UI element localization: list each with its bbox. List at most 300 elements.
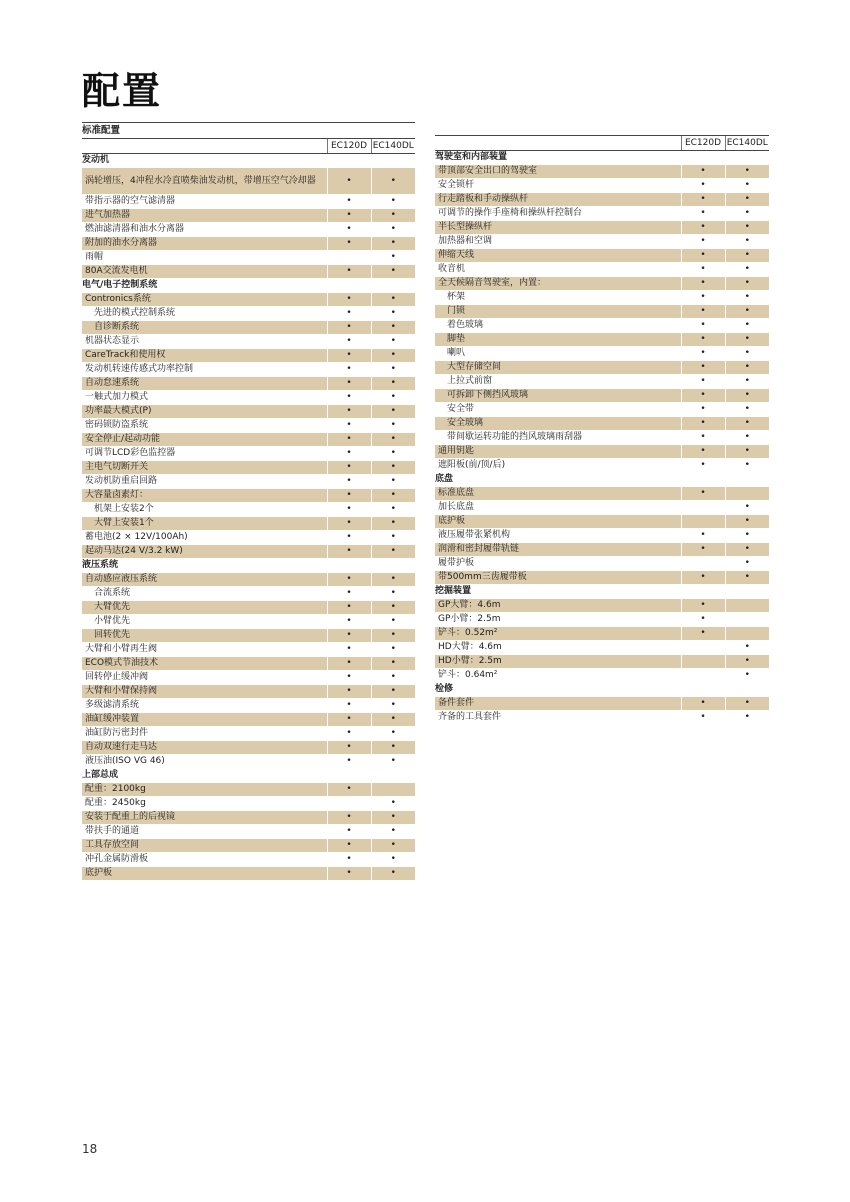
ec140dl-mark: •	[371, 587, 415, 601]
feature-label: 可调节LCD彩色监控器	[82, 447, 327, 461]
ec140dl-mark: •	[371, 657, 415, 671]
table-row	[435, 431, 769, 445]
ec140dl-mark: •	[371, 195, 415, 209]
feature-label: 门锁	[435, 305, 681, 319]
table-row	[82, 601, 415, 615]
ec140dl-mark: •	[725, 277, 769, 291]
section-title: 底盘	[435, 473, 769, 487]
model-header-row	[435, 136, 769, 151]
feature-label: 附加的油水分离器	[82, 237, 327, 251]
ec140dl-mark	[725, 627, 769, 641]
model-header-ec120d: EC120D	[327, 139, 371, 154]
table-row	[435, 641, 769, 655]
ec120d-mark: •	[327, 489, 371, 503]
ec140dl-mark: •	[725, 711, 769, 725]
ec120d-mark: •	[681, 459, 725, 473]
table-row	[82, 741, 415, 755]
ec140dl-mark: •	[725, 319, 769, 333]
section-title: 发动机	[82, 154, 415, 168]
ec140dl-mark: •	[725, 249, 769, 263]
table-row	[82, 168, 415, 195]
ec140dl-mark: •	[371, 349, 415, 363]
ec120d-mark: •	[327, 727, 371, 741]
ec140dl-mark: •	[371, 531, 415, 545]
ec120d-mark: •	[327, 461, 371, 475]
ec140dl-mark: •	[371, 447, 415, 461]
table-row	[82, 265, 415, 279]
ec120d-mark: •	[327, 503, 371, 517]
section-title: 挖掘装置	[435, 585, 769, 599]
ec140dl-mark: •	[371, 251, 415, 265]
ec140dl-mark: •	[371, 671, 415, 685]
table-row	[82, 237, 415, 251]
ec120d-mark: •	[327, 545, 371, 559]
ec140dl-mark: •	[725, 655, 769, 669]
ec120d-mark: •	[681, 431, 725, 445]
ec140dl-mark: •	[371, 545, 415, 559]
ec120d-mark: •	[327, 825, 371, 839]
table-row	[82, 335, 415, 349]
ec140dl-mark: •	[725, 235, 769, 249]
ec140dl-mark	[725, 613, 769, 627]
ec120d-mark: •	[327, 587, 371, 601]
ec140dl-mark: •	[371, 237, 415, 251]
ec140dl-mark: •	[371, 489, 415, 503]
section-title: 检修	[435, 683, 769, 697]
table-row	[82, 293, 415, 307]
feature-label: Contronics系统	[82, 293, 327, 307]
ec120d-mark: •	[681, 277, 725, 291]
ec140dl-mark	[725, 487, 769, 501]
ec140dl-mark	[725, 599, 769, 613]
ec140dl-mark: •	[371, 811, 415, 825]
feature-label: 工具存放空间	[82, 839, 327, 853]
table-row	[82, 195, 415, 209]
feature-label: 自诊断系统	[82, 321, 327, 335]
ec120d-mark: •	[327, 741, 371, 755]
table-row	[82, 307, 415, 321]
feature-label: 液压油(ISO VG 46)	[82, 755, 327, 769]
section-header-row	[435, 683, 769, 697]
table-row	[82, 853, 415, 867]
feature-label: 带扶手的通道	[82, 825, 327, 839]
feature-label: 燃油滤清器和油水分离器	[82, 223, 327, 237]
ec140dl-mark: •	[725, 165, 769, 179]
ec120d-mark: •	[327, 209, 371, 223]
table-row	[435, 389, 769, 403]
ec120d-mark: •	[681, 417, 725, 431]
ec140dl-mark: •	[725, 431, 769, 445]
ec120d-mark: •	[327, 265, 371, 279]
ec140dl-mark: •	[725, 263, 769, 277]
header-blank	[82, 139, 327, 154]
feature-label: 多级滤清系统	[82, 699, 327, 713]
table-row	[435, 347, 769, 361]
ec140dl-mark: •	[725, 669, 769, 683]
table-row	[435, 221, 769, 235]
ec140dl-mark: •	[371, 741, 415, 755]
table-row	[82, 825, 415, 839]
ec140dl-mark: •	[725, 193, 769, 207]
table-row	[82, 447, 415, 461]
section-header-row	[435, 473, 769, 487]
ec120d-mark: •	[327, 405, 371, 419]
ec140dl-mark: •	[371, 573, 415, 587]
ec140dl-mark: •	[371, 391, 415, 405]
ec120d-mark: •	[327, 321, 371, 335]
feature-label: 发动机防重启回路	[82, 475, 327, 489]
table-row	[82, 461, 415, 475]
table-row	[82, 503, 415, 517]
table-row	[435, 179, 769, 193]
feature-label: 加热器和空调	[435, 235, 681, 249]
ec140dl-mark: •	[371, 727, 415, 741]
ec120d-mark: •	[681, 599, 725, 613]
ec140dl-mark: •	[371, 265, 415, 279]
ec120d-mark: •	[681, 445, 725, 459]
feature-label: 铲斗：0.52m²	[435, 627, 681, 641]
section-header-row	[82, 559, 415, 573]
table-row	[82, 433, 415, 447]
ec120d-mark: •	[681, 403, 725, 417]
table-row	[82, 643, 415, 657]
feature-label: 功率最大模式(P)	[82, 405, 327, 419]
ec140dl-mark: •	[725, 403, 769, 417]
feature-label: 雨帽	[82, 251, 327, 265]
table-row	[82, 699, 415, 713]
table-row	[82, 587, 415, 601]
table-row	[435, 361, 769, 375]
table-row	[82, 797, 415, 811]
model-header-ec140dl: EC140DL	[371, 139, 415, 154]
feature-label: 半长型操纵杆	[435, 221, 681, 235]
ec120d-mark: •	[327, 475, 371, 489]
table-row	[435, 235, 769, 249]
ec120d-mark	[681, 515, 725, 529]
table-row	[435, 571, 769, 585]
feature-label: 铲斗：0.64m²	[435, 669, 681, 683]
table-row	[435, 165, 769, 179]
ec120d-mark	[681, 557, 725, 571]
table-row	[82, 671, 415, 685]
ec140dl-mark: •	[725, 221, 769, 235]
table-row	[435, 529, 769, 543]
section-title: 电气/电子控制系统	[82, 279, 415, 293]
feature-label: 加长底盘	[435, 501, 681, 515]
table-row	[435, 305, 769, 319]
ec120d-mark: •	[327, 223, 371, 237]
ec120d-mark: •	[681, 543, 725, 557]
feature-label: 机架上安装2个	[82, 503, 327, 517]
table-row	[435, 669, 769, 683]
feature-label: 润滑和密封履带轨链	[435, 543, 681, 557]
feature-label: 主电气切断开关	[82, 461, 327, 475]
ec140dl-mark: •	[725, 571, 769, 585]
feature-label: 底护板	[435, 515, 681, 529]
table-row	[435, 207, 769, 221]
feature-label: HD大臂：4.6m	[435, 641, 681, 655]
ec120d-mark: •	[681, 263, 725, 277]
table-row	[435, 627, 769, 641]
ec120d-mark: •	[327, 671, 371, 685]
section-header-row	[82, 769, 415, 783]
table-row	[82, 489, 415, 503]
ec140dl-mark: •	[371, 377, 415, 391]
feature-label: 80A交流发电机	[82, 265, 327, 279]
table-row	[82, 867, 415, 881]
ec120d-mark: •	[681, 319, 725, 333]
feature-label: 油缸防污密封件	[82, 727, 327, 741]
feature-label: 收音机	[435, 263, 681, 277]
ec140dl-mark: •	[371, 713, 415, 727]
table-row	[435, 291, 769, 305]
feature-label: 行走踏板和手动操纵杆	[435, 193, 681, 207]
ec140dl-mark: •	[371, 307, 415, 321]
ec140dl-mark: •	[371, 405, 415, 419]
ec140dl-mark: •	[725, 501, 769, 515]
ec140dl-mark: •	[371, 601, 415, 615]
table-row	[435, 193, 769, 207]
table-row	[435, 515, 769, 529]
ec140dl-mark: •	[725, 179, 769, 193]
ec140dl-mark: •	[371, 293, 415, 307]
ec120d-mark: •	[327, 377, 371, 391]
ec120d-mark: •	[327, 349, 371, 363]
ec120d-mark: •	[327, 531, 371, 545]
ec140dl-mark: •	[371, 363, 415, 377]
feature-label: 液压履带张紧机构	[435, 529, 681, 543]
feature-label: 大容量卤素灯：	[82, 489, 327, 503]
ec140dl-mark: •	[371, 643, 415, 657]
ec120d-mark: •	[327, 363, 371, 377]
table-row	[435, 613, 769, 627]
ec140dl-mark: •	[371, 825, 415, 839]
ec120d-mark: •	[327, 629, 371, 643]
table-row	[82, 321, 415, 335]
model-header-ec140dl: EC140DL	[725, 136, 769, 151]
feature-label: 通用钥匙	[435, 445, 681, 459]
feature-label: 回转优先	[82, 629, 327, 643]
ec120d-mark: •	[327, 657, 371, 671]
feature-label: 密码锁防盗系统	[82, 419, 327, 433]
feature-label: 大臂和小臂保持阀	[82, 685, 327, 699]
ec120d-mark: •	[681, 529, 725, 543]
table-row	[82, 713, 415, 727]
feature-label: 带500mm三齿履带板	[435, 571, 681, 585]
table-row	[82, 391, 415, 405]
table-row	[82, 251, 415, 265]
right-column	[435, 135, 769, 725]
table-row	[82, 839, 415, 853]
table-row	[435, 655, 769, 669]
table-row	[435, 711, 769, 725]
ec120d-mark	[327, 251, 371, 265]
feature-label: CareTrack和使用权	[82, 349, 327, 363]
table-row	[435, 249, 769, 263]
ec120d-mark: •	[327, 195, 371, 209]
table-row	[82, 349, 415, 363]
feature-label: 蓄电池(2 × 12V/100Ah)	[82, 531, 327, 545]
feature-label: 可调节的操作手座椅和操纵杆控制台	[435, 207, 681, 221]
ec120d-mark: •	[327, 615, 371, 629]
section-header-row	[435, 585, 769, 599]
section-header-row	[82, 279, 415, 293]
header-blank	[435, 136, 681, 151]
table-row	[435, 459, 769, 473]
ec140dl-mark: •	[725, 305, 769, 319]
ec120d-mark: •	[681, 333, 725, 347]
ec120d-mark: •	[681, 389, 725, 403]
ec120d-mark: •	[327, 335, 371, 349]
table-row	[82, 573, 415, 587]
ec120d-mark: •	[327, 293, 371, 307]
ec120d-mark: •	[681, 711, 725, 725]
table-row	[82, 209, 415, 223]
feature-label: 涡轮增压，4冲程水冷直喷柴油发动机，带增压空气冷却器	[82, 168, 327, 195]
table-row	[82, 545, 415, 559]
feature-label: 安全玻璃	[435, 417, 681, 431]
ec140dl-mark: •	[725, 557, 769, 571]
table-row	[82, 419, 415, 433]
ec120d-mark: •	[681, 613, 725, 627]
section-title: 驾驶室和内部装置	[435, 151, 769, 165]
table-row	[82, 727, 415, 741]
ec120d-mark: •	[327, 601, 371, 615]
ec120d-mark: •	[681, 305, 725, 319]
table-row	[82, 629, 415, 643]
ec120d-mark: •	[681, 347, 725, 361]
ec140dl-mark: •	[725, 515, 769, 529]
ec120d-mark: •	[681, 361, 725, 375]
ec120d-mark: •	[681, 487, 725, 501]
table-row	[82, 685, 415, 699]
ec120d-mark: •	[327, 783, 371, 797]
feature-label: 合流系统	[82, 587, 327, 601]
table-row	[82, 531, 415, 545]
ec140dl-mark: •	[725, 445, 769, 459]
ec120d-mark: •	[327, 307, 371, 321]
ec140dl-mark: •	[725, 207, 769, 221]
ec140dl-mark: •	[371, 433, 415, 447]
feature-label: 回转停止缓冲阀	[82, 671, 327, 685]
ec120d-mark	[681, 641, 725, 655]
table-row	[82, 615, 415, 629]
standard-equipment-title: 标准配置	[82, 122, 415, 138]
feature-label: 安全带	[435, 403, 681, 417]
ec140dl-mark: •	[371, 755, 415, 769]
right-spec-table	[435, 135, 769, 725]
ec140dl-mark: •	[371, 475, 415, 489]
ec140dl-mark: •	[371, 615, 415, 629]
table-row	[435, 501, 769, 515]
ec120d-mark: •	[681, 291, 725, 305]
table-row	[435, 319, 769, 333]
page-title: 配置	[82, 69, 163, 113]
feature-label: 备件套件	[435, 697, 681, 711]
section-title: 上部总成	[82, 769, 415, 783]
feature-label: 起动马达(24 V/3.2 kW)	[82, 545, 327, 559]
ec140dl-mark: •	[371, 223, 415, 237]
ec140dl-mark: •	[371, 839, 415, 853]
left-column	[82, 122, 415, 881]
table-row	[435, 599, 769, 613]
table-row	[435, 333, 769, 347]
feature-label: GP小臂：2.5m	[435, 613, 681, 627]
table-row	[435, 263, 769, 277]
ec120d-mark: •	[327, 391, 371, 405]
ec120d-mark: •	[681, 697, 725, 711]
ec120d-mark: •	[681, 235, 725, 249]
feature-label: 喇叭	[435, 347, 681, 361]
feature-label: 标准底盘	[435, 487, 681, 501]
ec120d-mark: •	[327, 573, 371, 587]
feature-label: 自动感应液压系统	[82, 573, 327, 587]
feature-label: 底护板	[82, 867, 327, 881]
feature-label: 配重：2450kg	[82, 797, 327, 811]
ec120d-mark: •	[681, 207, 725, 221]
model-header-ec120d: EC120D	[681, 136, 725, 151]
feature-label: 齐备的工具套件	[435, 711, 681, 725]
ec120d-mark: •	[327, 168, 371, 195]
ec120d-mark: •	[327, 685, 371, 699]
ec120d-mark: •	[681, 221, 725, 235]
feature-label: 自动双速行走马达	[82, 741, 327, 755]
ec120d-mark: •	[327, 853, 371, 867]
ec140dl-mark: •	[725, 361, 769, 375]
feature-label: 大型存储空间	[435, 361, 681, 375]
ec120d-mark: •	[327, 839, 371, 853]
table-row	[82, 405, 415, 419]
feature-label: 伸缩天线	[435, 249, 681, 263]
ec140dl-mark: •	[725, 459, 769, 473]
ec120d-mark: •	[681, 193, 725, 207]
ec120d-mark: •	[681, 571, 725, 585]
ec140dl-mark: •	[725, 417, 769, 431]
feature-label: 进气加热器	[82, 209, 327, 223]
ec140dl-mark: •	[371, 685, 415, 699]
feature-label: 大臂和小臂再生阀	[82, 643, 327, 657]
feature-label: 上拉式前窗	[435, 375, 681, 389]
ec120d-mark	[681, 501, 725, 515]
ec140dl-mark: •	[371, 168, 415, 195]
ec140dl-mark: •	[371, 335, 415, 349]
ec140dl-mark: •	[371, 461, 415, 475]
feature-label: 一触式加力模式	[82, 391, 327, 405]
ec120d-mark: •	[681, 375, 725, 389]
ec120d-mark: •	[681, 165, 725, 179]
model-header-row	[82, 139, 415, 154]
feature-label: 大臂优先	[82, 601, 327, 615]
ec120d-mark	[681, 655, 725, 669]
ec140dl-mark: •	[725, 529, 769, 543]
ec140dl-mark: •	[725, 347, 769, 361]
ec140dl-mark: •	[371, 419, 415, 433]
ec140dl-mark: •	[725, 697, 769, 711]
feature-label: ECO模式节油技术	[82, 657, 327, 671]
feature-label: HD小臂：2.5m	[435, 655, 681, 669]
feature-label: 脚垫	[435, 333, 681, 347]
ec120d-mark: •	[327, 237, 371, 251]
feature-label: 机器状态显示	[82, 335, 327, 349]
feature-label: 配重：2100kg	[82, 783, 327, 797]
ec140dl-mark: •	[725, 389, 769, 403]
feature-label: 大臂上安装1个	[82, 517, 327, 531]
feature-label: 安全锁杆	[435, 179, 681, 193]
ec140dl-mark: •	[371, 853, 415, 867]
ec120d-mark: •	[327, 643, 371, 657]
feature-label: 履带护板	[435, 557, 681, 571]
table-row	[435, 417, 769, 431]
